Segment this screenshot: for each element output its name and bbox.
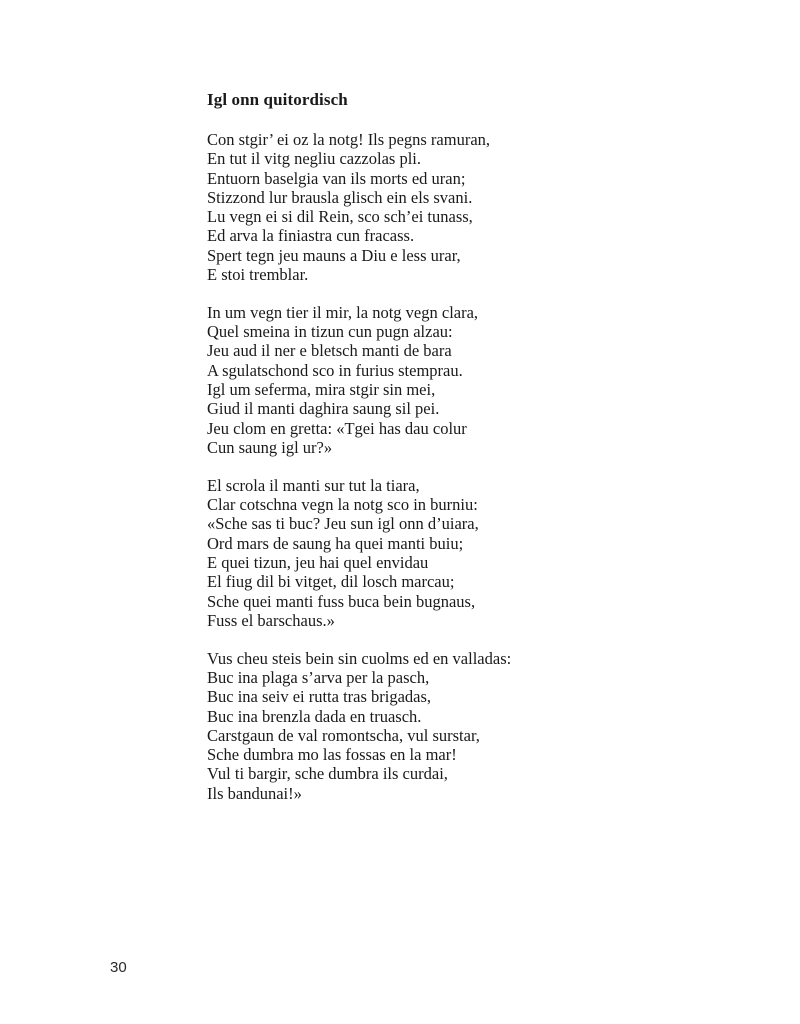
stanza-2 <box>207 303 627 457</box>
poem-line: E quei tizun, jeu hai quel envidau <box>207 552 429 572</box>
poem-line: Buc ina brenzla dada en truasch. <box>207 706 422 726</box>
poem-line: «Sche sas ti buc? Jeu sun igl onn d’uiara, <box>207 514 479 534</box>
poem-line: Lu vegn ei si dil Rein, sco sch’ei tunass, <box>207 207 473 227</box>
poem-line: En tut il vitg negliu cazzolas pli. <box>207 149 421 169</box>
poem-line: Entuorn baselgia van ils morts ed uran; <box>207 168 466 188</box>
poem-line: Sche dumbra mo las fossas en la mar! <box>207 745 457 765</box>
poem-line: Carstgaun de val romontscha, vul surstar, <box>207 725 480 745</box>
poem-line: Vul ti bargir, sche dumbra ils curdai, <box>207 764 448 784</box>
poem-line: Con stgir’ ei oz la notg! Ils pegns ramuran, <box>207 130 491 149</box>
poem-title: Igl onn quitordisch <box>207 90 348 109</box>
poem-line: Spert tegn jeu mauns a Diu e less urar, <box>207 245 461 265</box>
poem-line: Vus cheu steis bein sin cuolms ed en valladas: <box>207 648 512 668</box>
poem-line: Ord mars de saung ha quei manti buiu; <box>207 533 464 553</box>
stanza-1 <box>207 130 627 284</box>
poem-line: Quel smeina in tizun cun pugn alzau: <box>207 322 453 342</box>
poem-line: Fuss el barschaus.» <box>207 610 335 630</box>
poem-line: In um vegn tier il mir, la notg vegn clara, <box>207 302 479 322</box>
poem-line: Buc ina plaga s’arva per la pasch, <box>207 667 430 687</box>
stanza-4 <box>207 649 627 803</box>
page-number: 30 <box>110 959 127 976</box>
poem-line: E stoi tremblar. <box>207 265 309 285</box>
poem-line: Jeu clom en gretta: «Tgei has dau colur <box>207 418 467 438</box>
poem-line: Clar cotschna vegn la notg sco in burniu: <box>207 495 478 515</box>
poem-line: Buc ina seiv ei rutta tras brigadas, <box>207 687 432 707</box>
poem-line: Giud il manti daghira saung sil pei. <box>207 399 440 419</box>
poem-body <box>207 130 627 822</box>
poem-line: Sche quei manti fuss buca bein bugnaus, <box>207 591 476 611</box>
poem-line: Ils bandunai!» <box>207 783 302 803</box>
stanza-3 <box>207 476 627 630</box>
poem-line: El fiug dil bi vitget, dil losch marcau; <box>207 572 455 592</box>
poem-line: Ed arva la finiastra cun fracass. <box>207 226 415 246</box>
poem-line: Jeu aud il ner e bletsch manti de bara <box>207 341 452 361</box>
poem-line: Cun saung igl ur?» <box>207 437 333 457</box>
poem-line: El scrola il manti sur tut la tiara, <box>207 475 420 495</box>
poem-line: Stizzond lur brausla glisch ein els svani. <box>207 187 473 207</box>
poem-line: A sgulatschond sco in furius stemprau. <box>207 360 463 380</box>
poem-line: Igl um seferma, mira stgir sin mei, <box>207 380 436 400</box>
